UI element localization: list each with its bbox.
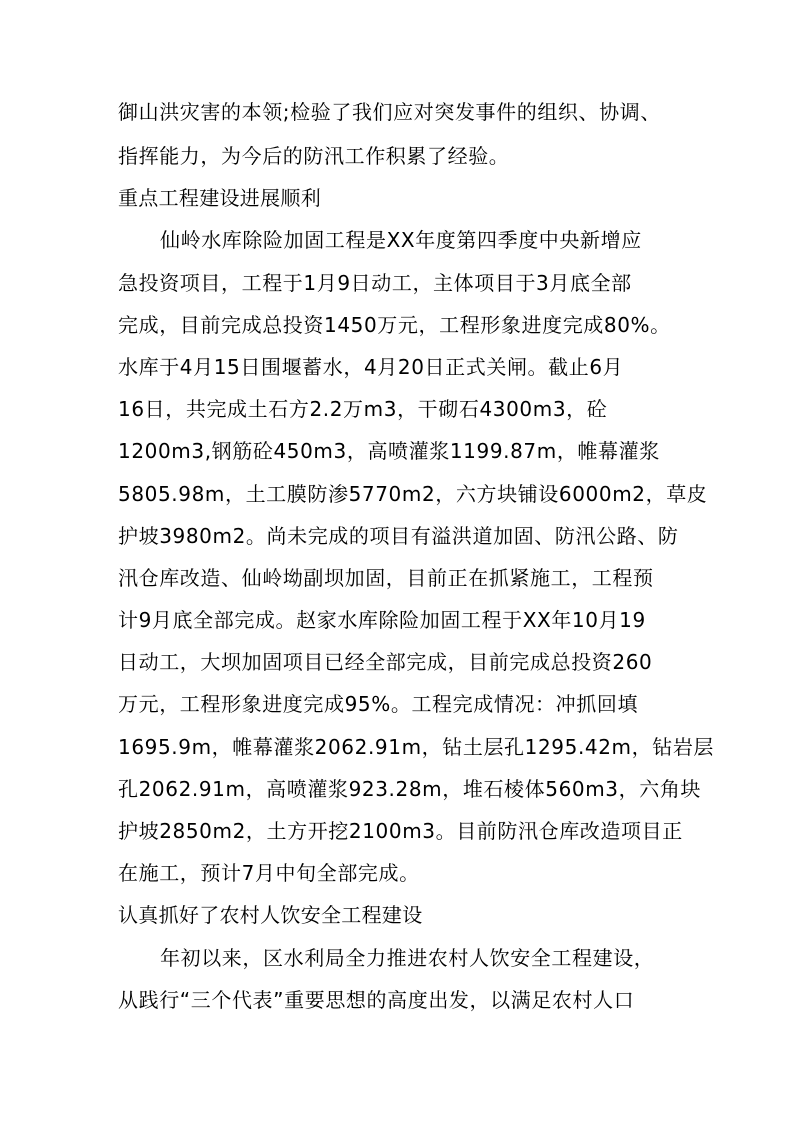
section-heading-key-projects: 重点工程建设进展顺利	[118, 186, 321, 210]
text-line-1: 御山洪灾害的本领;检验了我们应对突发事件的组织、协调、	[118, 100, 661, 124]
text-line-6: 完成，目前完成总投资1450万元，工程形象进度完成80%。	[118, 313, 671, 337]
text-line-8: 16日，共完成土石方2.2万m3，干砌石4300m3，砼	[118, 397, 608, 421]
text-line-10: 5805.98m，土工膜防渗5770m2，六方块铺设6000m2，草皮	[118, 482, 708, 506]
text-line-19: 在施工，预计7月中旬全部完成。	[118, 861, 420, 885]
text-line-4: 仙岭水库除险加固工程是XX年度第四季度中央新增应	[160, 228, 642, 252]
section-heading-rural-water: 认真抓好了农村人饮安全工程建设	[118, 903, 423, 927]
text-line-17: 孔2062.91m，高喷灌浆923.28m，堆石棱体560m3，六角块	[118, 777, 702, 801]
text-line-21: 年初以来，区水利局全力推进农村人饮安全工程建设，	[160, 946, 655, 970]
text-line-9: 1200m3,钢筋砼450m3，高喷灌浆1199.87m，帷幕灌浆	[118, 439, 660, 463]
text-line-7: 水库于4月15日围堰蓄水，4月20日正式关闸。截止6月	[118, 355, 624, 379]
text-line-13: 计9月底全部完成。赵家水库除险加固工程于XX年10月19	[118, 608, 646, 632]
text-line-12: 汛仓库改造、仙岭坳副坝加固，目前正在抓紧施工，工程预	[118, 566, 654, 590]
text-line-5: 急投资项目，工程于1月9日动工，主体项目于3月底全部	[118, 271, 632, 295]
text-line-18: 护坡2850m2，土方开挖2100m3。目前防汛仓库改造项目正	[118, 819, 683, 843]
text-line-15: 万元，工程形象进度完成95%。工程完成情况：冲抓回填	[118, 692, 639, 716]
text-line-22: 从践行“三个代表”重要思想的高度出发，以满足农村人口	[118, 988, 635, 1012]
text-line-14: 日动工，大坝加固项目已经全部完成，目前完成总投资260	[118, 650, 653, 674]
text-line-2: 指挥能力，为今后的防汛工作积累了经验。	[118, 144, 510, 168]
text-line-16: 1695.9m，帷幕灌浆2062.91m，钻土层孔1295.42m，钻岩层	[118, 735, 715, 759]
text-line-11: 护坡3980m2。尚未完成的项目有溢洪道加固、防汛公路、防	[118, 524, 679, 548]
